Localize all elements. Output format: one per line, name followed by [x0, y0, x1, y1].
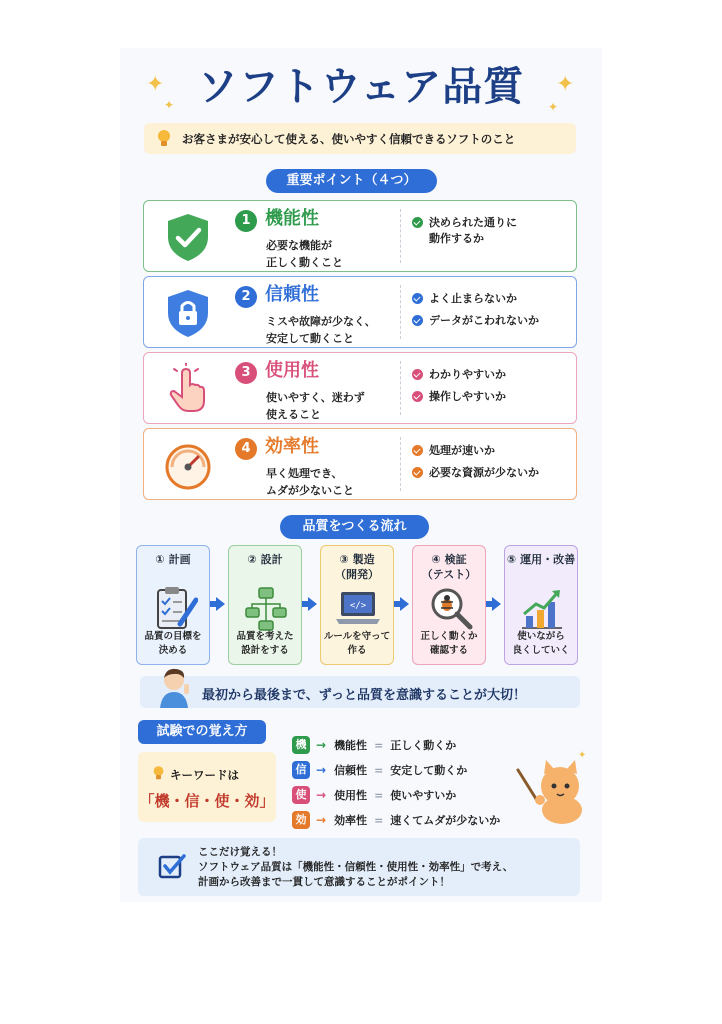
flow-step	[136, 545, 210, 665]
arrow-right-icon	[216, 597, 225, 611]
point-description: 必要な機能が 正しく動くこと	[266, 239, 343, 269]
flow-heading: 品質をつくる流れ	[280, 515, 429, 539]
point-description: 早く処理でき、 ムダが少ないこと	[266, 467, 354, 497]
summary-text	[198, 845, 513, 890]
check-circle-icon	[412, 391, 423, 402]
equals-sign: =	[374, 763, 384, 777]
clipboard-icon	[150, 584, 198, 632]
memory-term: 使用性	[334, 789, 368, 802]
check-list	[412, 215, 517, 253]
quality-point-card	[143, 428, 577, 500]
point-description: ミスや故障が少なく、 安定して動くこと	[266, 315, 376, 345]
check-list	[412, 367, 506, 411]
point-name: 使用性	[265, 360, 319, 381]
memory-term: 信頼性	[334, 764, 368, 777]
check-text: わかりやすいか	[429, 368, 506, 381]
memory-term: 効率性	[334, 814, 368, 827]
sparkle-icon: ✦	[146, 72, 165, 97]
memory-meaning: 正しく動くか	[390, 739, 457, 752]
bug-magnifier-icon	[426, 584, 474, 632]
subtitle-box	[144, 123, 576, 154]
check-item	[412, 367, 506, 383]
pointer-hand-icon	[162, 363, 214, 415]
checkbox-check-icon	[158, 852, 186, 880]
point-number: 4	[235, 438, 257, 460]
check-list	[412, 291, 539, 335]
speedometer-icon	[162, 439, 214, 491]
flow-step-caption: 使いながら 良くしていく	[512, 631, 570, 656]
infographic	[120, 48, 602, 902]
equals-sign: =	[374, 738, 384, 752]
arrow-right-icon	[308, 597, 317, 611]
point-number: 3	[235, 362, 257, 384]
divider	[400, 437, 401, 491]
summary-line: ソフトウェア品質は「機能性・信頼性・使用性・効率性」で考え、	[198, 861, 514, 873]
svg-text:✦: ✦	[578, 750, 587, 761]
banner	[140, 676, 580, 708]
quality-point-card	[143, 352, 577, 424]
arrow-right-icon: →	[316, 788, 327, 802]
check-circle-icon	[412, 445, 423, 456]
shield-lock-icon	[162, 287, 214, 339]
point-name: 効率性	[265, 436, 319, 457]
flow-step-caption: 正しく動くか 確認する	[420, 631, 478, 656]
flow-step-label: ② 設計	[247, 553, 283, 566]
check-text: 決められた通りに 動作するか	[429, 216, 517, 245]
point-description: 使いやすく、迷わず 使えること	[266, 391, 365, 421]
memory-meaning: 使いやすいか	[390, 789, 457, 802]
summary-box	[138, 838, 580, 896]
point-number: 1	[235, 210, 257, 232]
flow-step	[504, 545, 578, 665]
laptop-code-icon	[334, 584, 382, 632]
flow-step-caption: 品質を考えた 設計をする	[236, 631, 294, 656]
arrow-right-icon: →	[316, 738, 327, 752]
point-name: 信頼性	[265, 284, 319, 305]
point-number: 2	[235, 286, 257, 308]
memory-key-badge: 効	[292, 811, 310, 829]
check-item	[412, 215, 517, 247]
check-circle-icon	[412, 315, 423, 326]
memory-key-badge: 信	[292, 761, 310, 779]
arrow-right-icon	[492, 597, 501, 611]
memory-key-badge: 機	[292, 736, 310, 754]
memory-key-badge: 使	[292, 786, 310, 804]
divider	[400, 285, 401, 339]
quality-point-card	[143, 200, 577, 272]
check-text: 処理が速いか	[429, 444, 495, 457]
equals-sign: =	[374, 813, 384, 827]
equals-sign: =	[374, 788, 384, 802]
org-chart-icon	[242, 584, 290, 632]
lightbulb-icon	[152, 765, 165, 782]
memory-meaning: 安定して動くか	[390, 764, 468, 777]
growth-chart-icon	[518, 584, 566, 632]
check-list	[412, 443, 539, 487]
quality-point-card	[143, 276, 577, 348]
check-item	[412, 465, 539, 481]
check-text: データがこわれないか	[429, 314, 539, 327]
keyword-label: キーワードは	[170, 768, 239, 782]
check-item	[412, 443, 539, 459]
check-circle-icon	[412, 467, 423, 478]
arrow-right-icon	[400, 597, 409, 611]
page-title: ソフトウェア品質	[197, 64, 525, 110]
memory-meaning: 速くてムダが少ないか	[390, 814, 501, 827]
divider	[400, 209, 401, 263]
memory-row	[292, 786, 456, 804]
arrow-right-icon: →	[316, 763, 327, 777]
flow-step	[412, 545, 486, 665]
check-circle-icon	[412, 217, 423, 228]
banner-text: 最初から最後まで、ずっと品質を意識することが大切！	[202, 688, 526, 703]
keyword-box	[138, 752, 276, 822]
cat-mascot-icon	[512, 744, 594, 826]
lightbulb-icon	[156, 129, 172, 149]
check-item	[412, 313, 539, 329]
svg-text:</>: </>	[349, 601, 367, 611]
teacher-avatar-icon	[156, 666, 196, 708]
memory-row	[292, 811, 500, 829]
check-item	[412, 291, 539, 307]
sparkle-icon: ✦	[556, 72, 575, 97]
shield-check-icon	[162, 211, 214, 263]
points-heading: 重要ポイント（４つ）	[266, 169, 437, 193]
point-name: 機能性	[265, 208, 319, 229]
check-text: よく止まらないか	[429, 292, 517, 305]
memory-row	[292, 761, 467, 779]
memory-row	[292, 736, 456, 754]
memory-term: 機能性	[334, 739, 368, 752]
flow-step-label: ⑤ 運用・改善	[506, 553, 576, 566]
flow-step-label: ③ 製造 （開発）	[335, 553, 379, 581]
flow-step-label: ④ 検証 （テスト）	[421, 553, 477, 581]
flow-step-caption: ルールを守って 作る	[323, 631, 391, 656]
summary-line: 計画から改善まで一貫して意識することがポイント！	[198, 876, 450, 888]
summary-line: ここだけ覚える！	[198, 846, 282, 858]
sparkle-icon: ✦	[548, 100, 559, 114]
flow-step	[320, 545, 394, 665]
keyword-value: 「機・信・使・効」	[139, 792, 275, 810]
check-text: 操作しやすいか	[429, 390, 506, 403]
check-circle-icon	[412, 293, 423, 304]
memory-heading: 試験での覚え方	[138, 720, 266, 744]
flow-step-caption: 品質の目標を 決める	[144, 631, 202, 656]
flow-step-label: ① 計画	[155, 553, 191, 566]
check-item	[412, 389, 506, 405]
arrow-right-icon: →	[316, 813, 327, 827]
subtitle-text: お客さまが安心して使える、使いやすく信頼できるソフトのこと	[182, 131, 516, 146]
divider	[400, 361, 401, 415]
sparkle-icon: ✦	[164, 98, 175, 112]
flow-step	[228, 545, 302, 665]
check-circle-icon	[412, 369, 423, 380]
check-text: 必要な資源が少ないか	[429, 466, 539, 479]
